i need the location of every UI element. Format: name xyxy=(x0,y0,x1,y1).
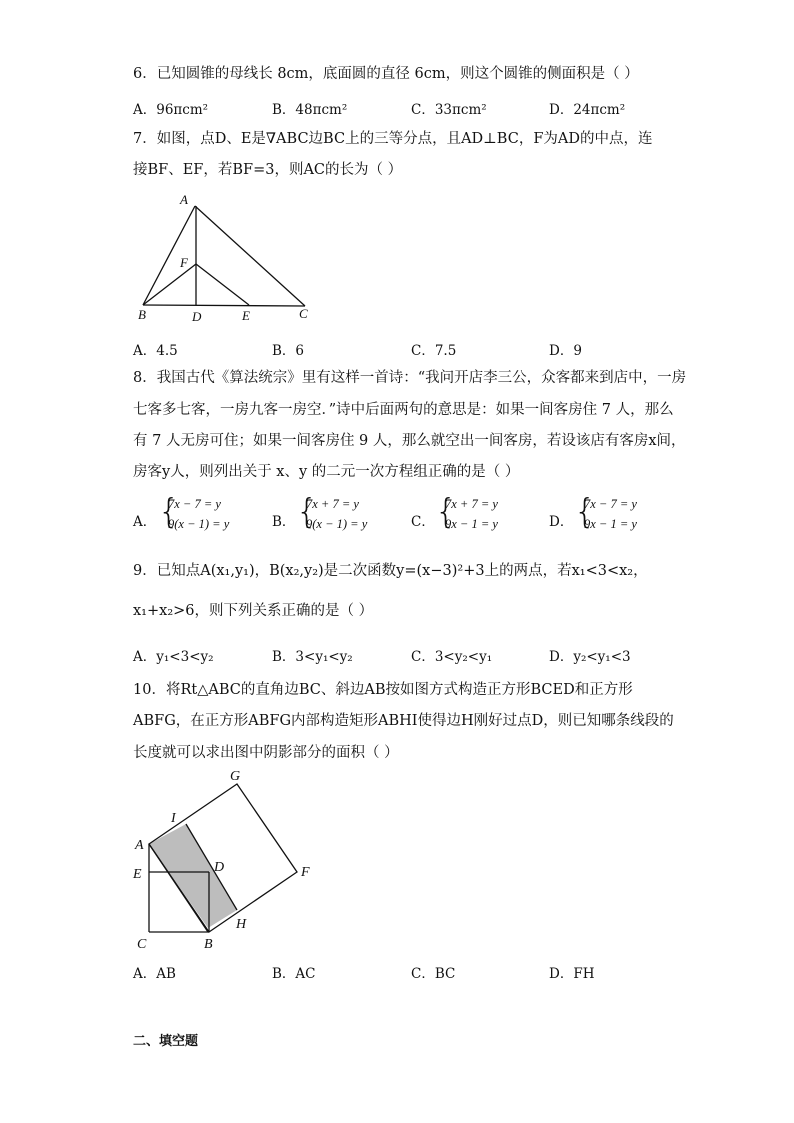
q8-option-d-eq1: 7x − 7 = y xyxy=(584,497,637,511)
q10-shaded-region xyxy=(149,824,237,928)
q8-option-b-letter: B． xyxy=(272,514,296,530)
q10-label-i: I xyxy=(171,811,176,826)
q8-option-b-eq1: 7x + 7 = y xyxy=(306,497,359,511)
q10-stem-line2: ABFG，在正方形ABFG内部构造矩形ABHI使得边H刚好过点D，则已知哪条线段的 xyxy=(133,713,674,729)
q10-label-c: C xyxy=(137,937,147,952)
q8-option-a-letter: A． xyxy=(133,514,157,530)
q7-option-c: C．7.5 xyxy=(411,343,457,359)
q6-option-d: D．24πcm² xyxy=(549,102,626,118)
q6-option-c: C．33πcm² xyxy=(411,102,487,118)
q9-option-c: C．3<y₂<y₁ xyxy=(411,649,493,665)
q8-option-c-system xyxy=(435,492,535,539)
q8-stem-line3: 有 7 人无房可住；如果一间客房住 9 人，那么就空出一间客房，若设该店有客房x间， xyxy=(133,433,686,449)
q10-option-d: D．FH xyxy=(549,966,595,982)
q8-option-d-brace: { xyxy=(574,492,596,532)
q8-option-b-system xyxy=(296,492,396,539)
q7-label-b: B xyxy=(138,307,146,322)
q8-option-c-eq1: 7x + 7 = y xyxy=(445,497,498,511)
q7-option-b: B．6 xyxy=(272,343,305,359)
q10-label-a: A xyxy=(135,838,144,853)
q8-option-a-brace: { xyxy=(158,492,180,532)
q8-option-a-system xyxy=(158,492,258,539)
q7-label-a: A xyxy=(180,192,188,207)
q7-label-e: E xyxy=(242,308,250,323)
q10-option-a: A．AB xyxy=(133,966,176,982)
q8-stem-line4: 房客y人，则列出关于 x、y 的二元一次方程组正确的是（ ） xyxy=(133,464,520,480)
q10-option-c: C．BC xyxy=(411,966,456,982)
q10-label-f: F xyxy=(301,865,310,880)
q8-option-c-eq2: 9x − 1 = y xyxy=(445,517,498,531)
q10-square-figure xyxy=(125,762,335,957)
q7-segment-ef xyxy=(196,264,249,305)
q9-option-d: D．y₂<y₁<3 xyxy=(549,649,631,665)
q7-segment-bc xyxy=(143,305,305,306)
q7-option-d: D．9 xyxy=(549,343,582,359)
q10-option-b: B．AC xyxy=(272,966,316,982)
q7-segment-ac xyxy=(195,206,305,306)
q10-label-e: E xyxy=(133,867,142,882)
q8-option-a-eq2: 9(x − 1) = y xyxy=(168,517,230,531)
q10-label-g: G xyxy=(230,769,241,784)
q8-option-d-system xyxy=(574,492,674,539)
q10-label-h: H xyxy=(236,917,247,932)
q8-stem-line2: 七客多七客，一房九客一房空．”诗中后面两句的意思是：如果一间客房住 7 人，那么 xyxy=(133,402,674,418)
q7-option-a: A．4.5 xyxy=(133,343,178,359)
section-title-fill-in-blank: 二、填空题 xyxy=(133,1034,199,1049)
q9-stem-line1: 9．已知点A(x₁,y₁)，B(x₂,y₂)是二次函数y=(x−3)²+3上的两点，若x₁<3<x₂， xyxy=(133,563,648,579)
q10-stem-line1: 10．将Rt△ABC的直角边BC、斜边AB按如图方式构造正方形BCED和正方形 xyxy=(133,682,633,698)
q10-label-d: D xyxy=(214,860,225,875)
q8-option-b-brace: { xyxy=(296,492,318,532)
q8-option-c-brace: { xyxy=(435,492,457,532)
q7-stem-line1: 7．如图，点D、E是∇ABC边BC上的三等分点，且AD⊥BC，F为AD的中点，连 xyxy=(133,131,653,147)
q9-option-a: A．y₁<3<y₂ xyxy=(133,649,214,665)
q8-option-b-eq2: 9(x − 1) = y xyxy=(306,517,368,531)
q8-option-d-letter: D． xyxy=(549,514,574,530)
q6-option-a: A．96πcm² xyxy=(133,102,209,118)
q8-option-a-eq1: 7x − 7 = y xyxy=(168,497,221,511)
q8-stem-line1: 8．我国古代《算法统宗》里有这样一首诗：“我问开店李三公，众客都来到店中，一房 xyxy=(133,370,687,386)
q8-option-d-eq2: 9x − 1 = y xyxy=(584,517,637,531)
q7-segment-bf xyxy=(143,264,196,305)
q9-stem-line2: x₁+x₂>6，则下列关系正确的是（ ） xyxy=(133,603,374,619)
q7-label-f: F xyxy=(180,255,188,270)
q10-stem-line3: 长度就可以求出图中阴影部分的面积（ ） xyxy=(133,745,399,761)
q6-stem: 6．已知圆锥的母线长 8cm，底面圆的直径 6cm，则这个圆锥的侧面积是（ ） xyxy=(133,66,639,82)
q6-option-b: B．48πcm² xyxy=(272,102,348,118)
q7-label-c: C xyxy=(299,306,308,321)
q7-label-d: D xyxy=(192,309,202,324)
q7-stem-line2: 接BF、EF，若BF=3，则AC的长为（ ） xyxy=(133,162,403,178)
q8-option-c-letter: C． xyxy=(411,514,435,530)
q10-label-b: B xyxy=(204,937,213,952)
q9-option-b: B．3<y₁<y₂ xyxy=(272,649,353,665)
q7-triangle-figure xyxy=(130,190,330,330)
